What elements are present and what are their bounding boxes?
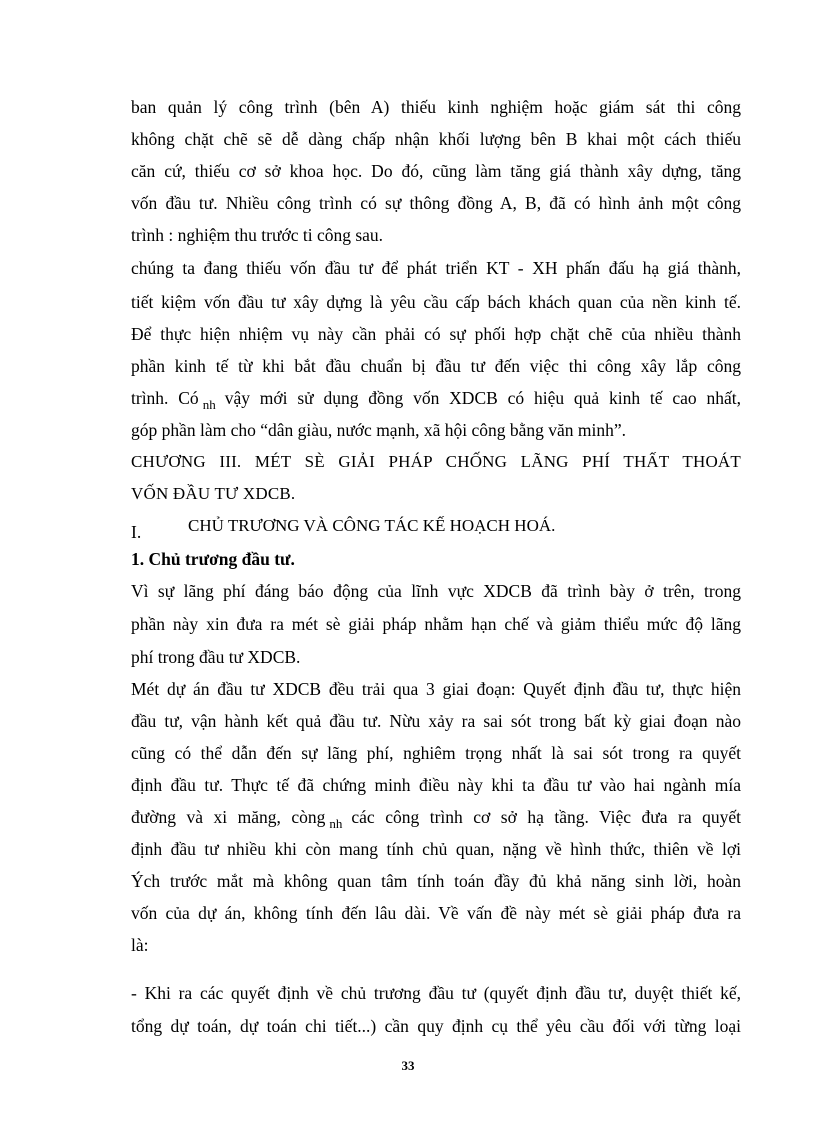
paragraph-line: tổng dự toán, dự toán chi tiết...) cần quy định cụ thể yêu cầu đối với từng loại xyxy=(131,1016,741,1036)
paragraph-line: Mét dự án đầu tư XDCB đều trải qua 3 giai đoạn: Quyết định đầu tư, thực hiện xyxy=(131,679,741,699)
paragraph-line: cũng có thể dẫn đến sự lãng phí, nghiêm trọng nhất là sai sót trong ra quyết xyxy=(131,743,741,763)
paragraph-line: căn cứ, thiếu cơ sở khoa học. Do đó, cũng làm tăng giá thành xây dựng, tăng xyxy=(131,161,741,181)
paragraph-line: định đầu tư. Thực tế đã chứng minh điều này khi ta đầu tư vào hai ngành mía xyxy=(131,775,741,795)
paragraph-line: phần này xin đưa ra mét sè giải pháp nhằm hạn chế và giảm thiểu mức độ lãng xyxy=(131,614,741,634)
text-span: các công trình cơ sở hạ tầng. Việc đưa ra quyết xyxy=(351,807,742,827)
page-number: 33 xyxy=(401,1058,415,1073)
paragraph-line: không chặt chẽ sẽ dễ dàng chấp nhận khối lượng bên B khai một cách thiếu xyxy=(131,129,741,149)
paragraph-line: vốn của dự án, không tính đến lâu dài. Về vấn đề này mét sè giải pháp đưa ra xyxy=(131,903,741,923)
paragraph-line-with-subscript xyxy=(131,806,741,830)
paragraph-line: Vì sự lãng phí đáng báo động của lĩnh vực XDCB đã trình bày ở trên, trong xyxy=(131,581,741,601)
paragraph-line: là: xyxy=(131,935,149,955)
paragraph-line: - Khi ra các quyết định về chủ trương đầu tư (quyết định đầu tư, duyệt thiết kế, xyxy=(131,983,741,1003)
paragraph-line: phí trong đầu tư XDCB. xyxy=(131,647,301,667)
paragraph-line: đầu tư, vận hành kết quả đầu tư. Nừu xảy ra sai sót trong bất kỳ giai đoạn nào xyxy=(131,711,741,731)
paragraph-line: chúng ta đang thiếu vốn đầu tư để phát triển KT - XH phấn đấu hạ giá thành, xyxy=(131,258,741,278)
section-title: CHỦ TRƯƠNG VÀ CÔNG TÁC KẾ HOẠCH HOÁ. xyxy=(188,516,556,535)
paragraph-line: ban quản lý công trình (bên A) thiếu kinh nghiệm hoặc giám sát thi công xyxy=(131,97,741,117)
subsection-title: 1. Chủ trương đầu tư. xyxy=(131,549,295,569)
text-span: vậy mới sử dụng đồng vốn XDCB có hiệu quả kinh tế cao nhất, xyxy=(224,388,742,408)
subscript-fragment: nh xyxy=(329,816,343,831)
paragraph-line: Ých trước mắt mà không quan tâm tính toán đầy đủ khả năng sinh lời, hoàn xyxy=(131,871,741,891)
paragraph-line: trình : nghiệm thu trước ti công sau. xyxy=(131,225,384,245)
paragraph-line: tiết kiệm vốn đầu tư xây dựng là yêu cầu cấp bách khách quan của nền kinh tế. xyxy=(131,292,741,312)
chapter-heading-line: VỐN ĐẦU TƯ XDCB. xyxy=(131,484,296,503)
subscript-fragment: nh xyxy=(202,397,216,412)
paragraph-line-with-subscript xyxy=(131,387,741,411)
text-span: trình. Có xyxy=(131,388,199,408)
paragraph-line: phần kinh tế từ khi bắt đầu chuẩn bị đầu tư đến việc thi công xây lắp công xyxy=(131,356,741,376)
paragraph-line: góp phần làm cho “dân giàu, nước mạnh, xã hội công bằng văn minh”. xyxy=(131,420,626,440)
text-span: đường và xi măng, còng xyxy=(131,807,326,827)
chapter-heading-line: CHƯƠNG III. MÉT SÈ GIẢI PHÁP CHỐNG LÃNG PHÍ THẤT THOÁT xyxy=(131,452,741,471)
paragraph-line: định đầu tư nhiều khi còn mang tính chủ quan, nặng về hình thức, thiên về lợi xyxy=(131,839,741,859)
paragraph-line: Để thực hiện nhiệm vụ này cần phải có sự phối hợp chặt chẽ của nhiều thành xyxy=(131,324,741,344)
paragraph-line: vốn đầu tư. Nhiều công trình có sự thông đồng A, B, đã có hình ảnh một công xyxy=(131,193,741,213)
section-numeral: I. xyxy=(131,522,142,542)
